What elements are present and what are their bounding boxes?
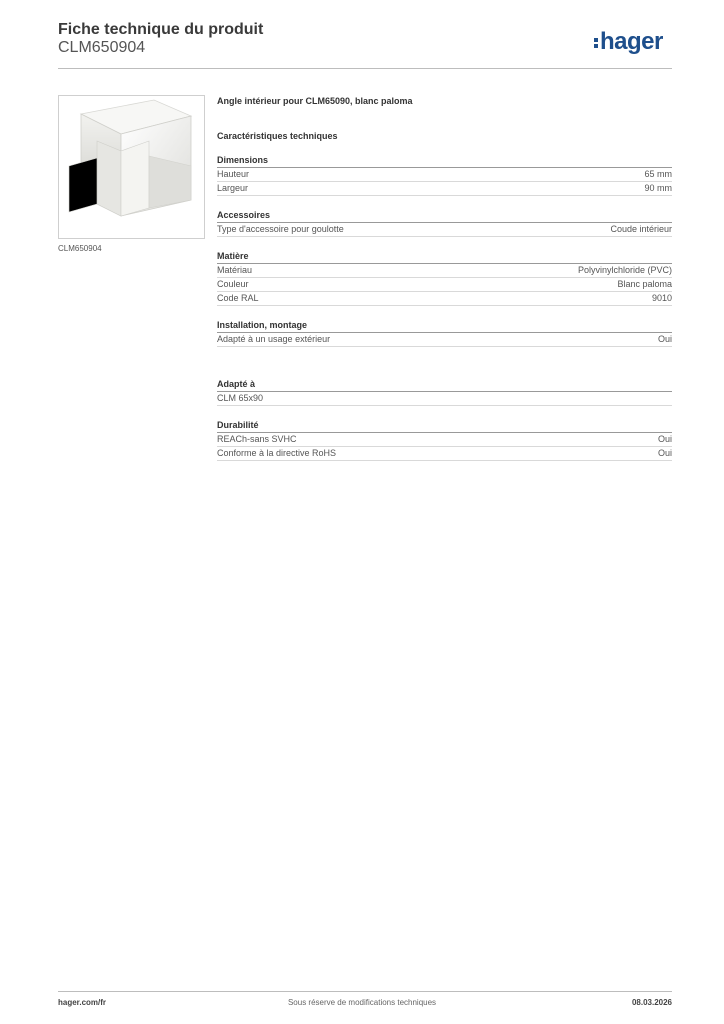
spec-label: Matériau [217,265,253,275]
spec-section [217,379,672,406]
spec-row [217,264,672,278]
image-caption: CLM650904 [58,244,102,253]
footer-divider [58,991,672,992]
spec-row [217,182,672,196]
spec-row [217,433,672,447]
spec-value: Blanc paloma [617,279,672,289]
section-title: Durabilité [217,420,672,433]
spec-label: Conforme à la directive RoHS [217,448,337,458]
spec-label: Adapté à un usage extérieur [217,334,331,344]
footer-notice: Sous réserve de modifications techniques [287,998,437,1007]
logo-text: hager [600,28,663,55]
hager-logo [594,28,663,56]
spec-label: CLM 65x90 [217,393,264,403]
spec-row [217,333,672,347]
spec-value: 90 mm [644,183,672,193]
product-image [58,95,205,239]
spec-label: Couleur [217,279,249,289]
spec-value: Oui [657,434,672,444]
section-title: Accessoires [217,210,672,223]
footer-website: hager.com/fr [58,998,107,1007]
spec-section [217,420,672,461]
product-code: CLM650904 [58,39,146,56]
spec-section [217,251,672,306]
spec-label: Type d'accessoire pour goulotte [217,224,344,234]
header-divider [58,68,672,69]
product-description: Angle intérieur pour CLM65090, blanc paloma [217,96,413,106]
page-title: Fiche technique du produit [58,21,264,38]
spec-value: 9010 [651,293,672,303]
spec-row [217,223,672,237]
section-title: Matière [217,251,672,264]
spec-value: Coude intérieur [610,224,672,234]
spec-row [217,392,672,406]
tech-heading: Caractéristiques techniques [217,131,338,141]
spec-value: 65 mm [644,169,672,179]
spec-row [217,447,672,461]
spec-label: Code RAL [217,293,259,303]
spec-row [217,168,672,182]
specifications [217,96,672,475]
spec-value: Polyvinylchloride (PVC) [577,265,672,275]
spec-section [217,210,672,237]
spec-value: Oui [657,448,672,458]
footer-date: 08.03.2026 [631,998,672,1007]
section-title: Adapté à [217,379,672,392]
spec-label: REACh-sans SVHC [217,434,297,444]
spec-section [217,320,672,347]
spec-row [217,292,672,306]
section-title: Installation, montage [217,320,672,333]
spec-value: Oui [657,334,672,344]
spec-label: Hauteur [217,169,250,179]
spec-row [217,278,672,292]
section-title: Dimensions [217,155,672,168]
spec-section [217,155,672,196]
spec-label: Largeur [217,183,249,193]
